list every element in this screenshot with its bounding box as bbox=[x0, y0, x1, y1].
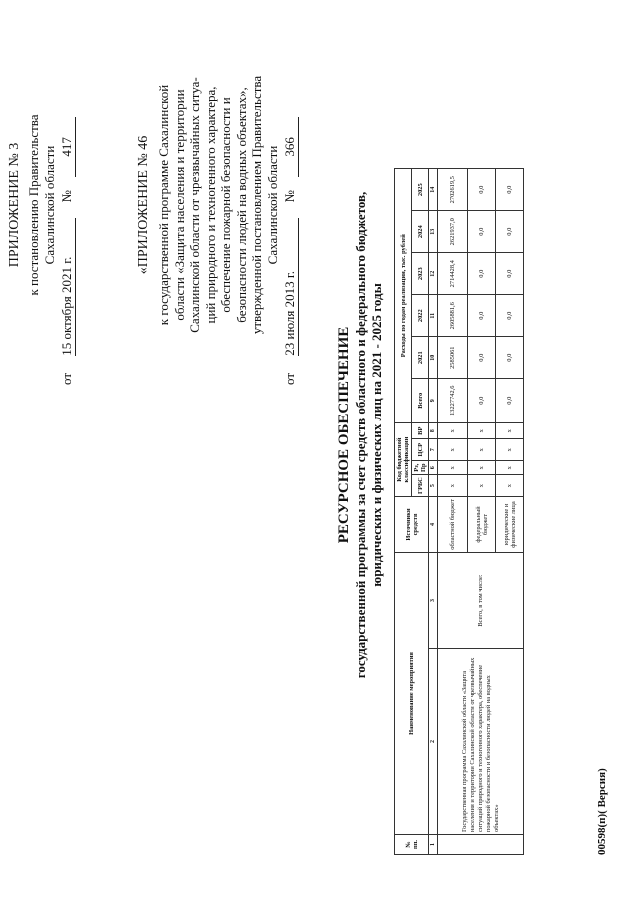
appendix-46-from: от bbox=[282, 372, 297, 385]
value-cell: 0,0 bbox=[468, 253, 496, 295]
appendix-3-no-sign: № bbox=[59, 190, 74, 203]
code-cell: х bbox=[468, 423, 496, 439]
code-cell: х bbox=[468, 461, 496, 475]
colnum: 13 bbox=[429, 211, 438, 253]
value-cell: 0,0 bbox=[468, 211, 496, 253]
colnum: 9 bbox=[429, 379, 438, 423]
colnum: 6 bbox=[429, 461, 438, 475]
including-label: Всего, в том числе: bbox=[438, 553, 524, 649]
header-year-2021: 2021 bbox=[412, 337, 429, 379]
value-cell: 0,0 bbox=[496, 379, 524, 423]
header-vr: ВР bbox=[412, 423, 429, 439]
source-cell: федеральный бюджет bbox=[468, 497, 496, 553]
colnum: 14 bbox=[429, 169, 438, 211]
appendix-46-line-4: обеспечение пожарной безопасности и bbox=[218, 97, 233, 313]
colnum: 1 bbox=[429, 835, 438, 855]
value-cell: 0,0 bbox=[496, 337, 524, 379]
appendix-46-line-5: безопасности людей на водных объектах», bbox=[233, 87, 249, 323]
appendix-46-date: 23 июля 2013 г. bbox=[282, 218, 299, 356]
appendix-3-title: ПРИЛОЖЕНИЕ № 3 bbox=[7, 142, 22, 268]
colnum: 10 bbox=[429, 337, 438, 379]
resource-table bbox=[394, 168, 524, 855]
header-no: № пп. bbox=[395, 835, 429, 855]
colnum: 7 bbox=[429, 439, 438, 461]
value-cell: 0,0 bbox=[496, 295, 524, 337]
header-name: Наименование мероприятия bbox=[395, 553, 429, 835]
header-year-2023: 2023 bbox=[412, 253, 429, 295]
header-code: Код бюджетной классификации bbox=[395, 423, 412, 497]
colnum: 2 bbox=[429, 649, 438, 835]
row-number bbox=[438, 835, 524, 855]
code-cell: х bbox=[496, 475, 524, 497]
value-cell: 2702619,5 bbox=[438, 169, 468, 211]
colnum: 5 bbox=[429, 475, 438, 497]
header-year-2025: 2025 bbox=[412, 169, 429, 211]
colnum: 3 bbox=[429, 553, 438, 649]
value-cell: 0,0 bbox=[468, 295, 496, 337]
code-cell: х bbox=[438, 423, 468, 439]
code-cell: х bbox=[496, 423, 524, 439]
appendix-3-from: от bbox=[59, 372, 74, 385]
header-rzpr: Рз, Пр bbox=[412, 461, 429, 475]
value-cell: 0,0 bbox=[496, 253, 524, 295]
code-cell: х bbox=[438, 461, 468, 475]
appendix-3-line1: к постановлению Правительства bbox=[26, 114, 41, 296]
appendix-3-number: 417 bbox=[59, 117, 76, 177]
code-cell: х bbox=[496, 461, 524, 475]
appendix-46-line-2: Сахалинской области от чрезвычайных ситуа- bbox=[187, 77, 202, 333]
column-number-row bbox=[429, 169, 438, 855]
appendix-3-date: 15 октября 2021 г. bbox=[59, 218, 76, 356]
value-cell: 2714428,4 bbox=[438, 253, 468, 295]
value-cell: 0,0 bbox=[496, 169, 524, 211]
header-year-2022: 2022 bbox=[412, 295, 429, 337]
appendix-46-line-6: утвержденной постановлением Правительства bbox=[249, 75, 264, 335]
value-cell: 2605881,6 bbox=[438, 295, 468, 337]
source-cell: областной бюджет bbox=[438, 497, 468, 553]
header-year-2024: 2024 bbox=[412, 211, 429, 253]
appendix-46-number: 366 bbox=[282, 117, 299, 177]
header-source: Источники средств bbox=[395, 497, 429, 553]
appendix-46-line-3: ций природного и техногенного характера, bbox=[202, 86, 218, 324]
code-cell: х bbox=[438, 439, 468, 461]
value-cell: 0,0 bbox=[468, 379, 496, 423]
value-cell: 0,0 bbox=[468, 337, 496, 379]
table-header-row-1 bbox=[395, 169, 412, 855]
source-cell: юридические и физические лица bbox=[496, 497, 524, 553]
appendix-46-no-sign: № bbox=[282, 190, 297, 203]
colnum: 11 bbox=[429, 295, 438, 337]
program-name: Государственная программа Сахалинской области «Защита населения и территории Сахалинской области от чрезвычайных ситуаций природного и техногенного характера, обеспечение пожарной безопасности и безопасности людей на водных объектах» bbox=[438, 649, 524, 835]
code-cell: х bbox=[496, 439, 524, 461]
heading-subtitle-1: государственной программы за счет средств областного и федерального бюджетов, bbox=[353, 191, 368, 679]
appendix-46-line-0: к государственной программе Сахалинской bbox=[156, 84, 171, 326]
appendix-3-header bbox=[6, 25, 76, 385]
appendix-46-header bbox=[135, 25, 299, 385]
colnum: 12 bbox=[429, 253, 438, 295]
value-cell: 2585061 bbox=[438, 337, 468, 379]
value-cell: 13227742,6 bbox=[438, 379, 468, 423]
appendix-46-title: «ПРИЛОЖЕНИЕ № 46 bbox=[136, 135, 151, 275]
value-cell: 0,0 bbox=[468, 169, 496, 211]
appendix-3-line2: Сахалинской области bbox=[41, 145, 57, 265]
header-grbs: ГРБС bbox=[412, 475, 429, 497]
appendix-46-line-1: области «Защита населения и территории bbox=[171, 89, 187, 321]
code-cell: х bbox=[468, 475, 496, 497]
table-row bbox=[438, 169, 468, 855]
colnum: 8 bbox=[429, 423, 438, 439]
header-total: Всего bbox=[412, 379, 429, 423]
heading-title: РЕСУРСНОЕ ОБЕСПЕЧЕНИЕ bbox=[336, 326, 352, 544]
heading-subtitle-2: юридических и физических лиц на 2021 - 2025 годы bbox=[369, 283, 384, 587]
code-cell: х bbox=[468, 439, 496, 461]
code-cell: х bbox=[438, 475, 468, 497]
document-footer-code: 00598(п)( Версия) bbox=[596, 768, 608, 855]
appendix-46-line-7: Сахалинской области bbox=[264, 145, 280, 265]
value-cell: 2621937,0 bbox=[438, 211, 468, 253]
header-csr: ЦСР bbox=[412, 439, 429, 461]
value-cell: 0,0 bbox=[496, 211, 524, 253]
header-expenses: Расходы по годам реализации, тыс. рублей bbox=[395, 169, 412, 423]
colnum: 4 bbox=[429, 497, 438, 553]
